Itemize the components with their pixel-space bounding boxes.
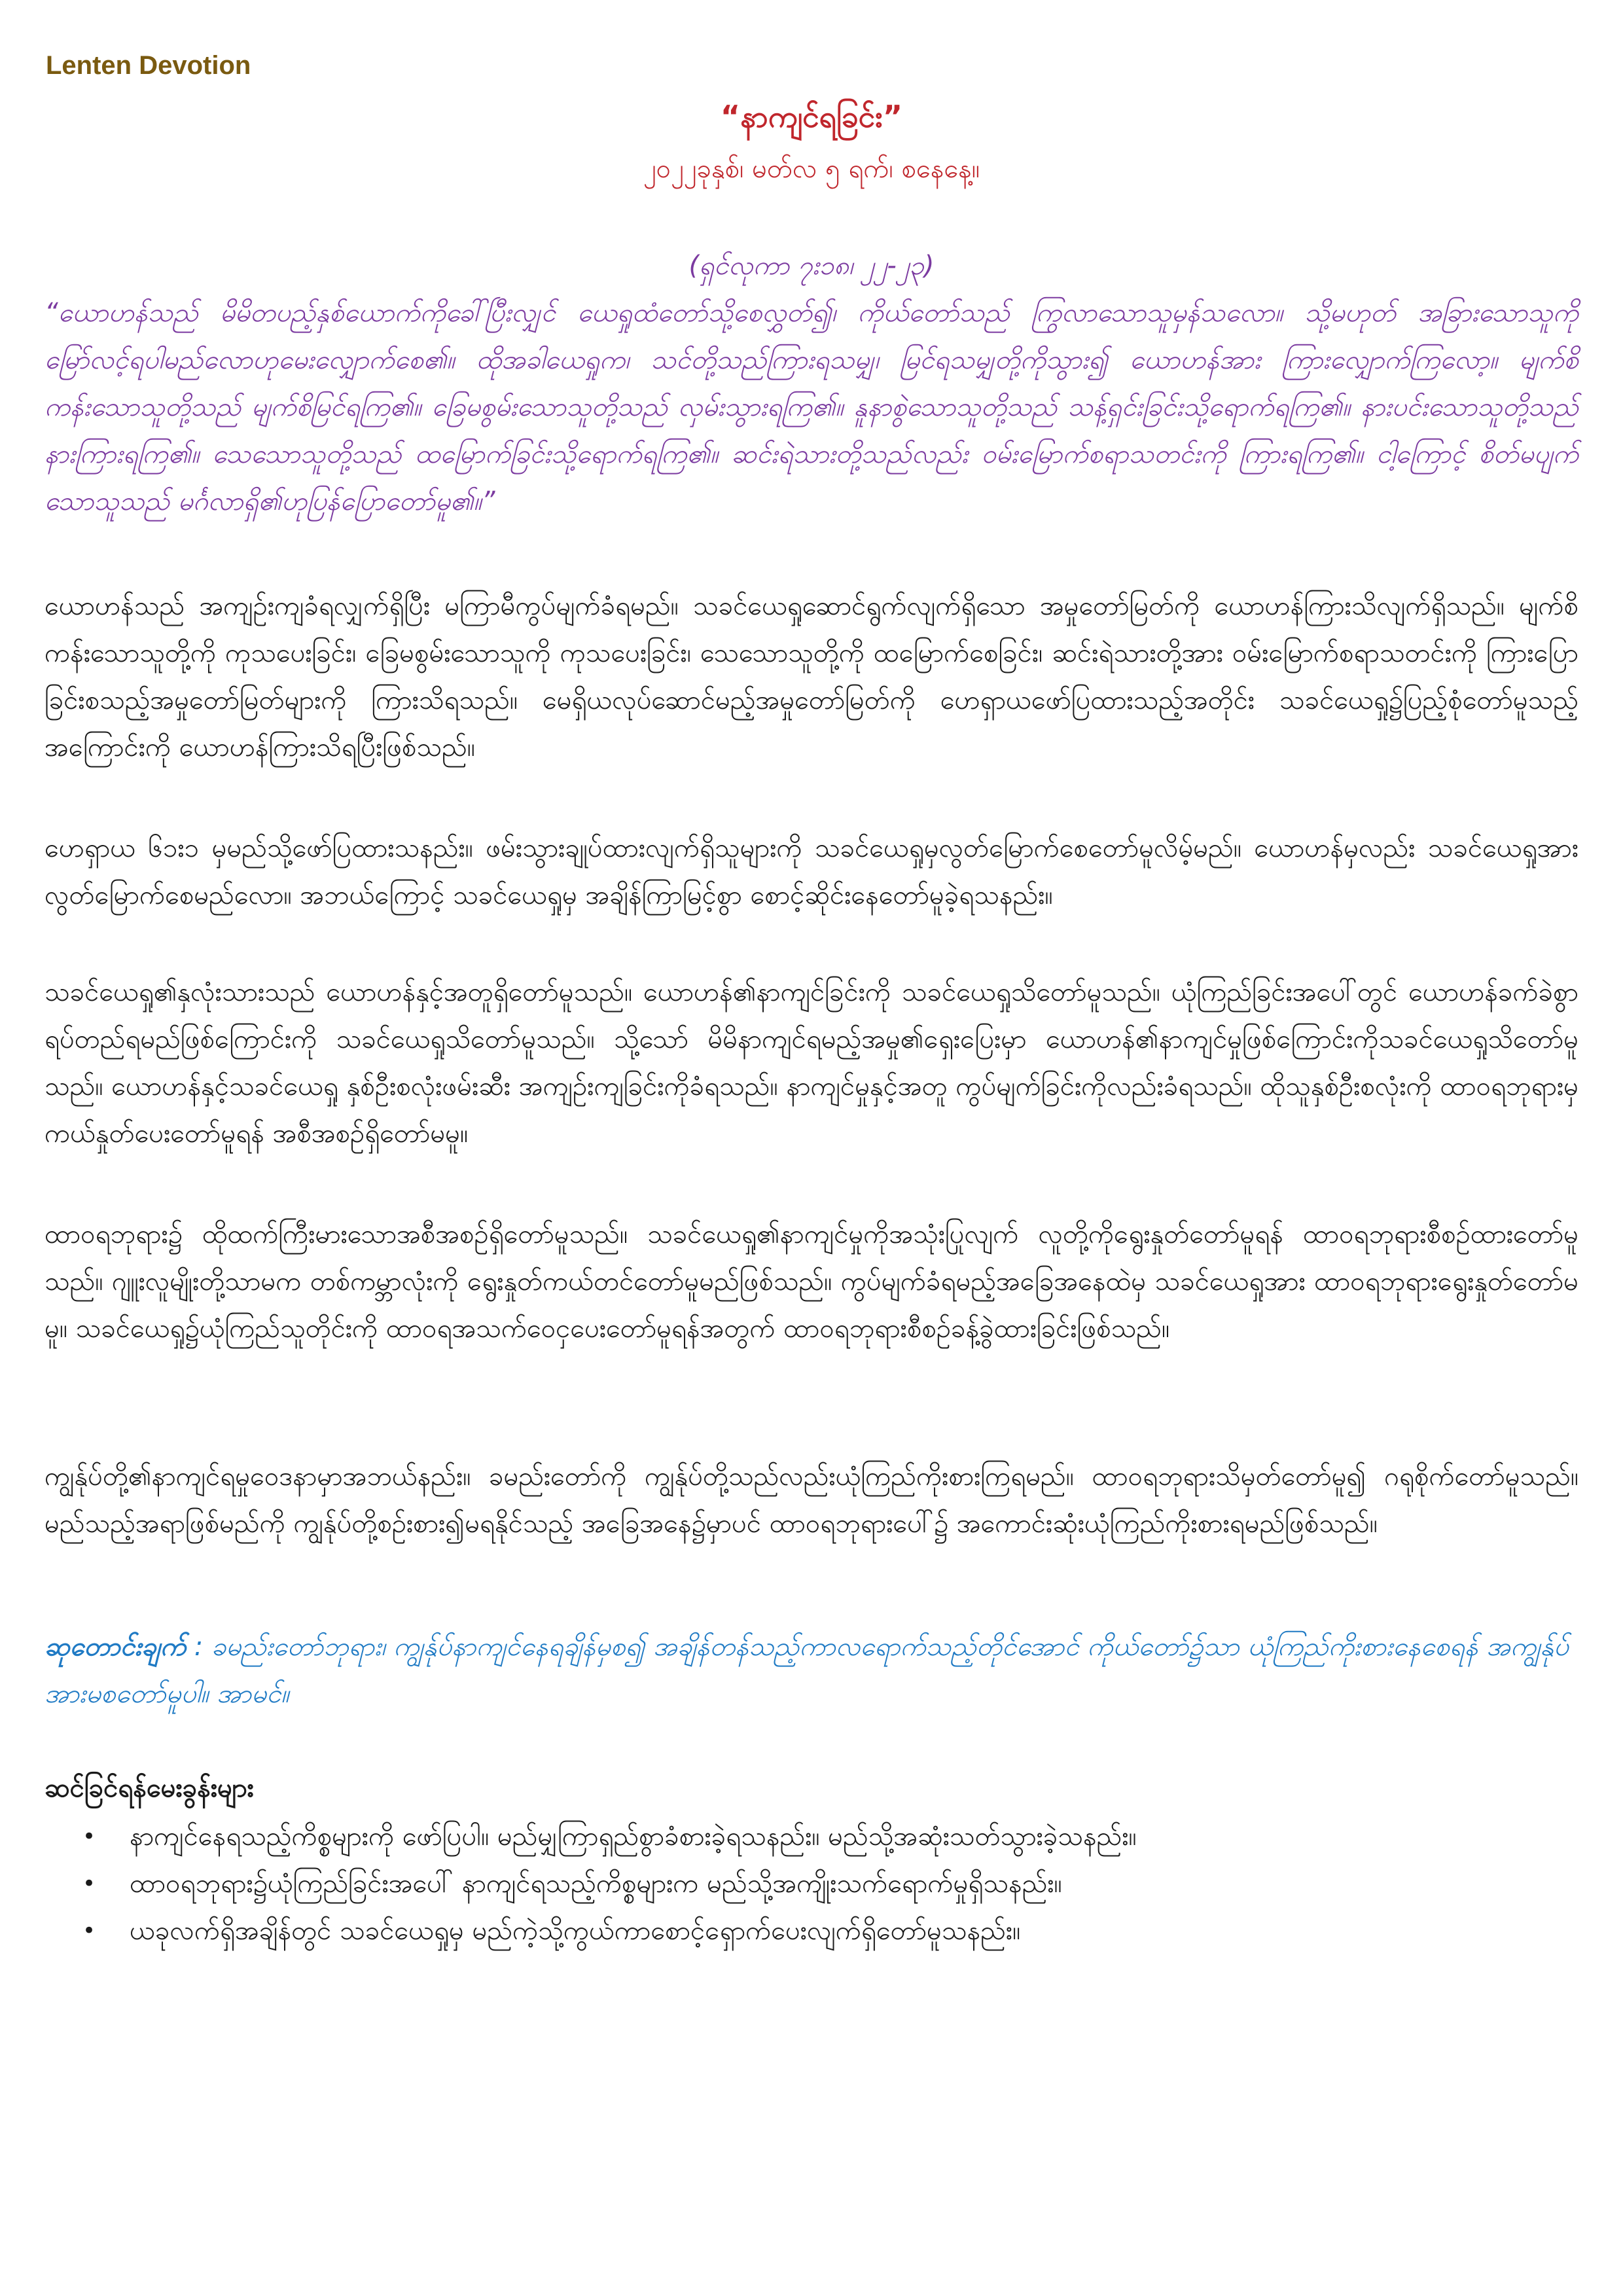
questions-list (45, 1813, 1623, 1954)
prayer-block (45, 1623, 1578, 1717)
prayer-separator: : (186, 1632, 211, 1662)
devotion-date: ၂၀၂၂ခုနှစ်၊ မတ်လ ၅ ရက်၊ စနေနေ့။ (643, 154, 980, 184)
body-paragraph-3: သခင်ယေရှု၏နှလုံးသားသည် ယောဟန်နှင့်အတူရှိတော်မူသည်။ ယောဟန်၏နာကျင်ခြင်းကို သခင်ယေရှုသိတော်မူသည်။ ယုံကြည်ခြင်းအပေါ်တွင် ယောဟန်ခက်ခဲစွာရပ်တည်ရမည်ဖြစ်ကြောင်းကို သခင်ယေရှုသိတော်မူသည်။ သို့သော် မိမိနာကျင်ရမည့်အမှု၏ရှေးပြေးမှာ ယောဟန်၏နာကျင်မှုဖြစ်ကြောင်းကိုသခင်ယေရှုသိတော်မူသည်။ ယောဟန်နှင့်သခင်ယေရှု နှစ်ဦးစလုံးဖမ်းဆီး အကျဉ်းကျခြင်းကိုခံရသည်။ နာကျင်မှုနှင့်အတူ ကွပ်မျက်ခြင်းကိုလည်းခံရသည်။ ထိုသူနှစ်ဦးစလုံးကို ထာဝရဘုရားမှ ကယ်နှုတ်ပေးတော်မူရန် အစီအစဉ်ရှိတော်မမူ။ (45, 977, 1578, 1149)
body-paragraph-1: ယောဟန်သည် အကျဉ်းကျခံရလျှက်ရှိပြီး မကြာမီကွပ်မျက်ခံရမည်။ သခင်ယေရှုဆောင်ရွက်လျက်ရှိသော အမှုတော်မြတ်ကို ယောဟန်ကြားသိလျက်ရှိသည်။ မျက်စိကန်းသောသူတို့ကို ကုသပေးခြင်း၊ ခြေမစွမ်းသောသူကို ကုသပေးခြင်း၊ သေသောသူတို့ကို ထမြောက်စေခြင်း၊ ဆင်းရဲသားတို့အား ဝမ်းမြောက်စရာသတင်းကို ကြားပြောခြင်းစသည့်အမှုတော်မြတ်များကို ကြားသိရသည်။ မေရှိယလုပ်ဆောင်မည့်အမှုတော်မြတ်ကို ဟေရှာယဖော်ပြထားသည့်အတိုင်း သခင်ယေရှု၌ပြည့်စုံတော်မူသည့်အကြောင်းကို ယောဟန်ကြားသိရပြီးဖြစ်သည်။ (45, 591, 1578, 762)
prayer-label: ဆုတောင်းချက် (45, 1632, 187, 1662)
question-text: ထာဝရဘုရား၌ယုံကြည်ခြင်းအပေါ် နာကျင်ရသည့်ကိစ္စများက မည်သို့အကျိုးသက်ရောက်မှုရှိသနည်း။ (130, 1869, 1062, 1899)
body-paragraph-4: ထာဝရဘုရား၌ ထိုထက်ကြီးမားသောအစီအစဉ်ရှိတော်မူသည်။ သခင်ယေရှု၏နာကျင်မှုကိုအသုံးပြုလျက် လူတို့ကိုရွေးနှုတ်တော်မူရန် ထာဝရဘုရားစီစဉ်ထားတော်မူသည်။ ဂျူးလူမျိုးတို့သာမက တစ်ကမ္ဘာလုံးကို ရွေးနှုတ်ကယ်တင်တော်မူမည်ဖြစ်သည်။ ကွပ်မျက်ခံရမည့်အခြေအနေထဲမှ သခင်ယေရှုအား ထာဝရဘုရားရွေးနှုတ်တော်မမူ။ သခင်ယေရှု၌ယုံကြည်သူတိုင်းကို ထာဝရအသက်ဝေငှပေးတော်မူရန်အတွက် ထာဝရဘုရားစီစဉ်ခန့်ခွဲထားခြင်းဖြစ်သည်။ (45, 1219, 1578, 1344)
list-item (82, 1907, 1623, 1954)
scripture-text: “ယောဟန်သည် မိမိတပည့်နှစ်ယောက်ကိုခေါ်ပြီးလျှင် ယေရှုထံတော်သို့စေလွှတ်၍၊ ကိုယ်တော်သည် ကြွလာသောသူမှန်သလော။ သို့မဟုတ် အခြားသောသူကို မြော်လင့်ရပါမည်လောဟုမေးလျှောက်စေ၏။ ထိုအခါယေရှုက၊ သင်တို့သည်ကြားရသမျှ၊ မြင်ရသမျှတို့ကိုသွား၍ ယောဟန်အား ကြားလျှောက်ကြလော့။ မျက်စိကန်းသောသူတို့သည် မျက်စိမြင်ရကြ၏။ ခြေမစွမ်းသောသူတို့သည် လှမ်းသွားရကြ၏။ နူနာစွဲသောသူတို့သည် သန့်ရှင်းခြင်းသို့ရောက်ရကြ၏။ နားပင်းသောသူတို့သည် နားကြားရကြ၏။ သေသောသူတို့သည် ထမြောက်ခြင်းသို့ရောက်ရကြ၏။ ဆင်းရဲသားတို့သည်လည်း ဝမ်းမြောက်စရာသတင်းကို ကြားရကြ၏။ ငါ့ကြောင့် စိတ်မပျက်သောသူသည် မင်္ဂလာရှိ၏ဟုပြန်ပြောတော်မူ၏။” (45, 298, 1578, 516)
prayer-text: ခမည်းတော်ဘုရား၊ ကျွန်ုပ်နာကျင်နေရချိန်မှစ၍ အချိန်တန်သည့်ကာလရောက်သည့်တိုင်အောင် ကိုယ်တော်၌သာ ယုံကြည်ကိုးစားနေစေရန် အကျွန်ုပ်အားမစတော်မူပါ။ အာမင်။ (45, 1632, 1569, 1709)
question-text: ယခုလက်ရှိအချိန်တွင် သခင်ယေရှုမှ မည်ကဲ့သို့ကွယ်ကာစောင့်ရှောက်ပေးလျက်ရှိတော်မူသနည်း။ (130, 1916, 1021, 1946)
scripture-reference: (ရှင်လုကာ ၇း၁၈၊ ၂၂-၂၃) (688, 251, 935, 281)
questions-heading: ဆင်ခြင်ရန်မေးခွန်းများ (45, 1773, 254, 1803)
bullet-icon: • (82, 1871, 96, 1897)
body-paragraph-5: ကျွန်ုပ်တို့၏နာကျင်ရမှုဝေဒနာမှာအဘယ်နည်း။ ခမည်းတော်ကို ကျွန်ုပ်တို့သည်လည်းယုံကြည်ကိုးစားကြရမည်။ ထာဝရဘုရားသိမှတ်တော်မူ၍ ဂရုစိုက်တော်မူသည်။ မည်သည့်အရာဖြစ်မည်ကို ကျွန်ုပ်တို့စဉ်းစား၍မရနိုင်သည့် အခြေအနေ၌မှာပင် ထာဝရဘုရားပေါ်၌ အကောင်းဆုံးယုံကြည်ကိုးစားရမည်ဖြစ်သည်။ (45, 1462, 1578, 1539)
bullet-icon: • (82, 1918, 96, 1944)
list-item (82, 1813, 1623, 1860)
bullet-icon: • (82, 1823, 96, 1850)
list-item (82, 1860, 1623, 1907)
series-title: Lenten Devotion (46, 51, 251, 80)
question-text: နာကျင်နေရသည့်ကိစ္စများကို ဖော်ပြပါ။ မည်မျှကြာရှည်စွာခံစားခဲ့ရသနည်း။ မည်သို့အဆုံးသတ်သွားခဲ့သနည်း။ (130, 1821, 1137, 1852)
body-paragraph-2: ဟေရှာယ ၆၁း၁ မှမည်သို့ဖော်ပြထားသနည်း။ ဖမ်းသွားချုပ်ထားလျက်ရှိသူများကို သခင်ယေရှုမှလွတ်မြောက်စေတော်မူလိမ့်မည်။ ယောဟန်မှလည်း သခင်ယေရှုအားလွတ်မြောက်စေမည်လော။ အဘယ်ကြောင့် သခင်ယေရှုမှ အချိန်ကြာမြင့်စွာ စောင့်ဆိုင်းနေတော်မူခဲ့ရသနည်း။ (45, 833, 1578, 910)
devotion-title: “နာကျင်ရခြင်း” (720, 99, 903, 134)
